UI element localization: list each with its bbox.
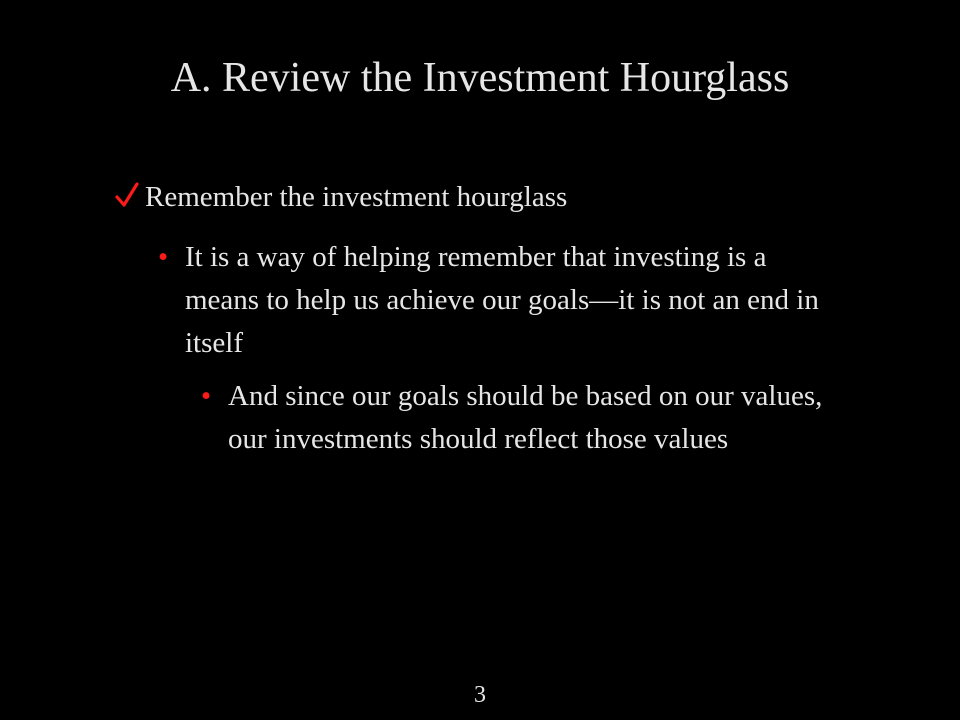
bullet-level-3 [201, 375, 868, 461]
bullet-level-2-text: It is a way of helping remember that investing is a means to help us achieve our goals—it is not an end in itself [185, 241, 819, 359]
slide-title: A. Review the Investment Hourglass [170, 55, 790, 101]
bullet-level-1-text: Remember the investment hourglass [145, 181, 568, 213]
page-number: 3 [474, 682, 486, 708]
check-icon [114, 176, 140, 214]
bullet-dot-icon: • [158, 241, 169, 273]
bullet-level-2 [158, 236, 845, 365]
bullet-level-3-text: And since our goals should be based on our values, our investments should reflect those values [228, 380, 823, 455]
bullet-level-1 [145, 178, 905, 216]
bullet-dot-icon: • [201, 380, 212, 412]
